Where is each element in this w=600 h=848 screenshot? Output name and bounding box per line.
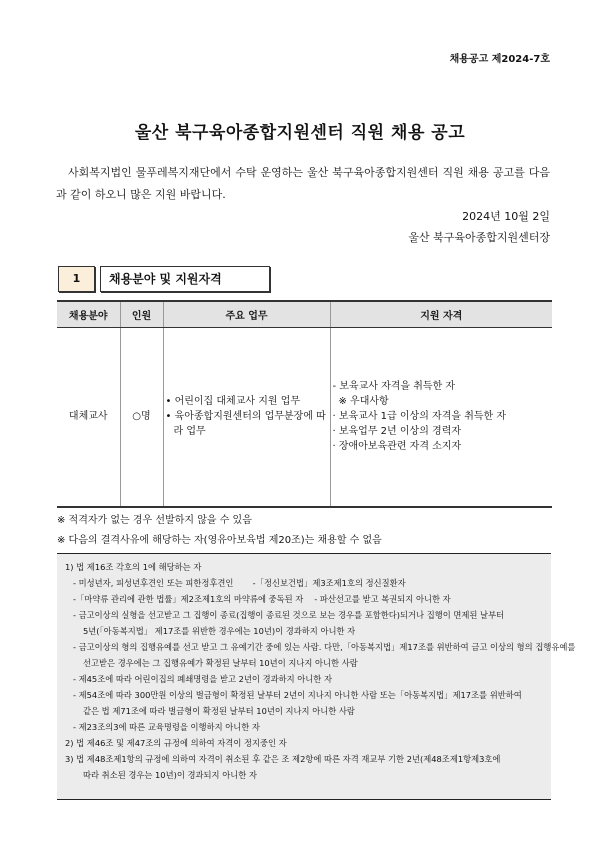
cell-field: 대체교사 (57, 327, 120, 507)
section-title: 채용분야 및 지원자격 (100, 266, 270, 292)
issuing-organization: 울산 북구육아종합지원센터장 (408, 231, 550, 244)
recruitment-table (57, 300, 552, 508)
notice-number: 채용공고 제2024-7호 (449, 54, 550, 65)
disqualification-box (57, 553, 576, 800)
note: ※ 적격자가 없는 경우 선발하지 않을 수 있음 (57, 515, 252, 526)
qualification-item: · 보육교사 1급 이상의 자격을 취득한 자 (332, 411, 507, 423)
disqualification-line: - 제45조에 따라 어린이집의 폐쇄명령을 받고 2년이 경과하지 아니한 자 (73, 674, 332, 684)
disqualification-line: 2) 법 제46조 및 제47조의 규정에 의하여 자격이 정지중인 자 (65, 738, 287, 748)
disqualification-line: - 제23조의3에 따른 교육명령을 이행하지 아니한 자 (73, 722, 260, 732)
table-header-row (57, 301, 552, 327)
disqualification-line: - 금고이상의 실형을 선고받고 그 집행이 종료(집행이 종료된 것으로 보는 경우를 포함한다)되거나 집행이 면제된 날부터 (73, 610, 505, 620)
cell-qualifications (330, 327, 552, 507)
disqualification-line: 5년(「아동복지법」 제17조를 위반한 경우에는 10년)이 경과하지 아니한 자 (83, 626, 356, 636)
disqualification-line: - 제54조에 따라 300만원 이상의 벌금형이 확정된 날부터 2년이 지나지 아니한 사람 또는「아동복지법」제17조를 위반하여 (73, 690, 522, 700)
qualification-item: · 보육업무 2년 이상의 경력자 (332, 426, 462, 438)
intro-paragraph: 사회복지법인 물푸레복지재단에서 수탁 운영하는 울산 북구육아종합지원센터 직원 채용 공고를 다음과 같이 하오니 많은 지원 바랍니다. (56, 166, 550, 201)
header-count: 인원 (120, 301, 163, 327)
cell-duties (163, 327, 330, 507)
disqualification-line: 3) 법 제48조제1항의 규정에 의하여 자격이 취소된 후 같은 조 제2항에 따른 자격 재교부 기한 2년(제48조제1항제3호에 (65, 754, 501, 764)
header-qualifications: 지원 자격 (330, 301, 552, 327)
page-title: 울산 북구육아종합지원센터 직원 채용 공고 (134, 123, 466, 143)
disqualification-line: 선고받은 경우에는 그 집행유예가 확정된 날부터 10년이 지나지 아니한 사람 (83, 658, 358, 668)
duty-item: • 어린이집 대체교사 지원 업무 (165, 396, 301, 408)
disqualification-line: 1) 법 제16조 각호의 1에 해당하는 자 (65, 562, 202, 572)
cell-count: ○명 (120, 327, 163, 507)
note: ※ 다음의 결격사유에 해당하는 자(영유아보육법 제20조)는 채용할 수 없음 (57, 535, 382, 546)
qualification-item: ※ 우대사항 (338, 396, 389, 408)
table-row (57, 327, 552, 507)
disqualification-line: 같은 법 제71조에 따라 벌금형이 확정된 날부터 10년이 지나지 아니한 사람 (83, 706, 355, 716)
qualification-item: · 장애아보육관련 자격 소지자 (332, 441, 462, 453)
duty-item: • 육아종합지원센터의 업무분장에 따라 업무 (165, 411, 326, 438)
disqualification-line: 따라 취소된 경우는 10년)이 경과되지 아니한 자 (83, 770, 257, 780)
header-field: 채용분야 (57, 301, 120, 327)
disqualification-line: -「마약류 관리에 관한 법률」제2조제1호의 마약류에 중독된 자 - 파산선고를 받고 복권되지 아니한 자 (73, 594, 451, 604)
disqualification-line: - 미성년자, 피성년후견인 또는 피한정후견인 -「정신보건법」제3조제1호의 정신질환자 (73, 578, 406, 588)
qualification-item: - 보육교사 자격을 취득한 자 (332, 381, 456, 393)
section-number: 1 (58, 266, 95, 292)
header-duties: 주요 업무 (163, 301, 330, 327)
announcement-date: 2024년 10월 2일 (462, 210, 550, 223)
disqualification-line: - 금고이상의 형의 집행유예를 선고 받고 그 유예기간 중에 있는 사람. 다만,「아동복지법」제17조를 위반하여 금고 이상의 형의 집행유예를 (73, 642, 576, 652)
